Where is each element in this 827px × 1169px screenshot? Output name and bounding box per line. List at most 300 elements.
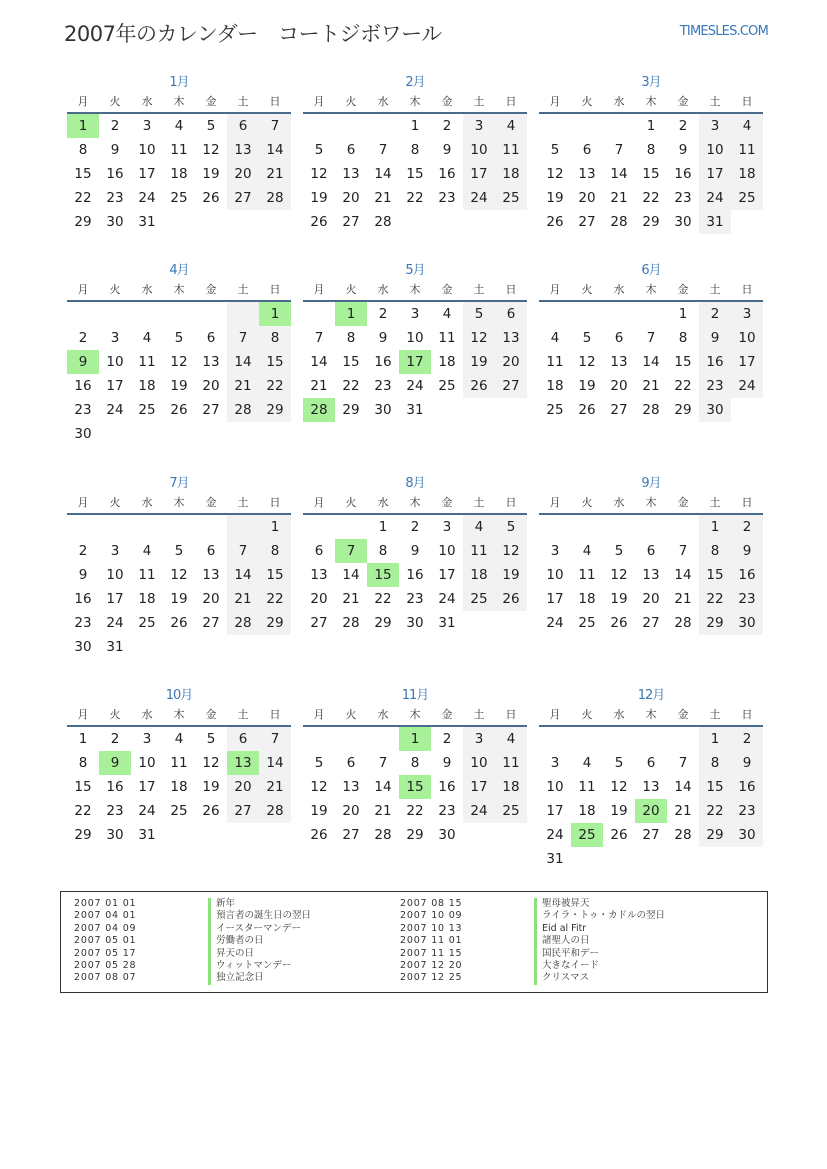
day-cell[interactable]: 7 [378,755,388,771]
day-cell[interactable]: 26 [495,587,527,611]
day-cell[interactable]: 23 [406,591,424,607]
day-cell[interactable]: 18 [731,162,763,186]
day-cell[interactable]: 19 [310,190,328,206]
day-cell[interactable]: 27 [495,374,527,398]
day-cell[interactable]: 14 [674,567,692,583]
day-cell[interactable]: 24 [731,374,763,398]
day-cell[interactable]: 26 [310,827,328,843]
day-cell[interactable]: 23 [699,374,731,398]
day-cell[interactable]: 29 [374,615,392,631]
day-cell[interactable]: 18 [170,166,188,182]
day-cell[interactable]: 1 [699,515,731,539]
day-cell[interactable]: 19 [310,803,328,819]
day-cell[interactable]: 31 [138,214,156,230]
day-cell[interactable]: 30 [731,611,763,635]
day-cell[interactable]: 4 [495,114,527,138]
day-cell[interactable]: 9 [442,142,452,158]
day-cell[interactable]: 6 [495,302,527,326]
day-cell[interactable]: 8 [78,142,88,158]
day-cell[interactable]: 1 [335,302,367,326]
day-cell[interactable]: 17 [546,591,564,607]
day-cell[interactable]: 4 [142,543,152,559]
day-cell[interactable]: 23 [374,378,392,394]
day-cell[interactable]: 31 [699,210,731,234]
day-cell[interactable]: 25 [438,378,456,394]
day-cell[interactable]: 6 [646,543,656,559]
day-cell[interactable]: 16 [438,779,456,795]
day-cell[interactable]: 22 [374,591,392,607]
day-cell[interactable]: 31 [406,402,424,418]
day-cell[interactable]: 26 [170,402,188,418]
day-cell[interactable]: 4 [174,731,184,747]
day-cell[interactable]: 1 [67,114,99,138]
day-cell[interactable]: 1 [399,727,431,751]
day-cell[interactable]: 28 [642,402,660,418]
day-cell[interactable]: 8 [646,142,656,158]
day-cell[interactable]: 3 [110,330,120,346]
day-cell[interactable]: 5 [314,142,324,158]
day-cell[interactable]: 8 [699,751,731,775]
day-cell[interactable]: 25 [170,190,188,206]
day-cell[interactable]: 3 [550,755,560,771]
day-cell[interactable]: 31 [438,615,456,631]
day-cell[interactable]: 19 [202,779,220,795]
day-cell[interactable]: 4 [463,515,495,539]
day-cell[interactable]: 7 [227,539,259,563]
day-cell[interactable]: 2 [678,118,688,134]
day-cell[interactable]: 26 [610,827,628,843]
day-cell[interactable]: 5 [206,731,216,747]
day-cell[interactable]: 27 [202,402,220,418]
day-cell[interactable]: 3 [463,114,495,138]
day-cell[interactable]: 30 [374,402,392,418]
day-cell[interactable]: 12 [546,166,564,182]
day-cell[interactable]: 28 [227,611,259,635]
day-cell[interactable]: 17 [138,166,156,182]
day-cell[interactable]: 8 [678,330,688,346]
day-cell[interactable]: 7 [614,142,624,158]
day-cell[interactable]: 25 [495,799,527,823]
day-cell[interactable]: 27 [227,186,259,210]
day-cell[interactable]: 18 [495,162,527,186]
day-cell[interactable]: 30 [438,827,456,843]
day-cell[interactable]: 21 [342,591,360,607]
day-cell[interactable]: 15 [259,563,291,587]
day-cell[interactable]: 5 [463,302,495,326]
day-cell[interactable]: 1 [646,118,656,134]
day-cell[interactable]: 17 [106,378,124,394]
day-cell[interactable]: 29 [342,402,360,418]
day-cell[interactable]: 14 [374,166,392,182]
day-cell[interactable]: 1 [259,515,291,539]
day-cell[interactable]: 30 [699,398,731,422]
day-cell[interactable]: 11 [731,138,763,162]
day-cell[interactable]: 20 [227,162,259,186]
day-cell[interactable]: 19 [463,350,495,374]
day-cell[interactable]: 21 [227,374,259,398]
day-cell[interactable]: 24 [546,615,564,631]
day-cell[interactable]: 11 [495,751,527,775]
day-cell[interactable]: 26 [170,615,188,631]
day-cell[interactable]: 26 [202,190,220,206]
day-cell[interactable]: 9 [731,539,763,563]
day-cell[interactable]: 16 [74,378,92,394]
day-cell[interactable]: 13 [578,166,596,182]
day-cell[interactable]: 9 [410,543,420,559]
day-cell[interactable]: 12 [610,779,628,795]
day-cell[interactable]: 30 [74,426,92,442]
day-cell[interactable]: 25 [138,402,156,418]
day-cell[interactable]: 15 [642,166,660,182]
day-cell[interactable]: 24 [138,803,156,819]
day-cell[interactable]: 28 [259,799,291,823]
day-cell[interactable]: 25 [170,803,188,819]
day-cell[interactable]: 8 [259,539,291,563]
day-cell[interactable]: 24 [106,615,124,631]
day-cell[interactable]: 12 [463,326,495,350]
day-cell[interactable]: 15 [74,779,92,795]
day-cell[interactable]: 31 [138,827,156,843]
day-cell[interactable]: 5 [582,330,592,346]
day-cell[interactable]: 7 [678,755,688,771]
day-cell[interactable]: 1 [699,727,731,751]
day-cell[interactable]: 16 [674,166,692,182]
day-cell[interactable]: 10 [406,330,424,346]
day-cell[interactable]: 8 [410,142,420,158]
day-cell[interactable]: 9 [99,751,131,775]
day-cell[interactable]: 14 [259,138,291,162]
day-cell[interactable]: 30 [674,214,692,230]
day-cell[interactable]: 26 [202,803,220,819]
day-cell[interactable]: 23 [731,799,763,823]
day-cell[interactable]: 16 [731,563,763,587]
day-cell[interactable]: 16 [731,775,763,799]
day-cell[interactable]: 6 [346,755,356,771]
day-cell[interactable]: 26 [310,214,328,230]
day-cell[interactable]: 20 [342,190,360,206]
day-cell[interactable]: 19 [578,378,596,394]
day-cell[interactable]: 17 [106,591,124,607]
day-cell[interactable]: 20 [202,378,220,394]
day-cell[interactable]: 10 [463,751,495,775]
day-cell[interactable]: 12 [310,779,328,795]
day-cell[interactable]: 11 [170,755,188,771]
day-cell[interactable]: 10 [106,354,124,370]
day-cell[interactable]: 8 [259,326,291,350]
day-cell[interactable]: 5 [174,543,184,559]
day-cell[interactable]: 21 [259,162,291,186]
day-cell[interactable]: 29 [74,214,92,230]
day-cell[interactable]: 20 [202,591,220,607]
day-cell[interactable]: 10 [463,138,495,162]
day-cell[interactable]: 2 [731,727,763,751]
day-cell[interactable]: 2 [78,330,88,346]
day-cell[interactable]: 28 [674,615,692,631]
day-cell[interactable]: 17 [699,162,731,186]
day-cell[interactable]: 18 [438,354,456,370]
day-cell[interactable]: 12 [170,567,188,583]
day-cell[interactable]: 11 [463,539,495,563]
day-cell[interactable]: 9 [110,142,120,158]
day-cell[interactable]: 13 [227,138,259,162]
day-cell[interactable]: 10 [106,567,124,583]
day-cell[interactable]: 10 [138,755,156,771]
day-cell[interactable]: 9 [678,142,688,158]
day-cell[interactable]: 30 [74,639,92,655]
day-cell[interactable]: 15 [367,563,399,587]
day-cell[interactable]: 16 [74,591,92,607]
day-cell[interactable]: 26 [463,374,495,398]
day-cell[interactable]: 19 [546,190,564,206]
day-cell[interactable]: 22 [259,374,291,398]
day-cell[interactable]: 22 [699,799,731,823]
day-cell[interactable]: 4 [550,330,560,346]
day-cell[interactable]: 11 [438,330,456,346]
day-cell[interactable]: 27 [310,615,328,631]
day-cell[interactable]: 22 [74,190,92,206]
day-cell[interactable]: 22 [259,587,291,611]
day-cell[interactable]: 9 [731,751,763,775]
day-cell[interactable]: 17 [546,803,564,819]
day-cell[interactable]: 30 [406,615,424,631]
day-cell[interactable]: 22 [406,190,424,206]
day-cell[interactable]: 20 [342,803,360,819]
day-cell[interactable]: 12 [170,354,188,370]
day-cell[interactable]: 20 [227,775,259,799]
day-cell[interactable]: 24 [138,190,156,206]
day-cell[interactable]: 21 [642,378,660,394]
day-cell[interactable]: 13 [227,751,259,775]
day-cell[interactable]: 8 [78,755,88,771]
day-cell[interactable]: 18 [495,775,527,799]
day-cell[interactable]: 21 [374,803,392,819]
day-cell[interactable]: 1 [78,731,88,747]
day-cell[interactable]: 14 [227,563,259,587]
day-cell[interactable]: 5 [614,755,624,771]
day-cell[interactable]: 1 [259,302,291,326]
day-cell[interactable]: 24 [546,827,564,843]
day-cell[interactable]: 3 [442,519,452,535]
day-cell[interactable]: 16 [106,166,124,182]
day-cell[interactable]: 3 [550,543,560,559]
day-cell[interactable]: 2 [78,543,88,559]
day-cell[interactable]: 1 [410,118,420,134]
day-cell[interactable]: 24 [463,186,495,210]
day-cell[interactable]: 21 [310,378,328,394]
day-cell[interactable]: 25 [571,823,603,847]
day-cell[interactable]: 11 [578,567,596,583]
day-cell[interactable]: 13 [610,354,628,370]
day-cell[interactable]: 11 [546,354,564,370]
day-cell[interactable]: 3 [142,118,152,134]
day-cell[interactable]: 19 [170,378,188,394]
day-cell[interactable]: 10 [731,326,763,350]
day-cell[interactable]: 21 [674,803,692,819]
day-cell[interactable]: 29 [74,827,92,843]
day-cell[interactable]: 26 [578,402,596,418]
day-cell[interactable]: 11 [170,142,188,158]
day-cell[interactable]: 27 [227,799,259,823]
day-cell[interactable]: 3 [699,114,731,138]
day-cell[interactable]: 13 [342,779,360,795]
day-cell[interactable]: 23 [674,190,692,206]
day-cell[interactable]: 2 [699,302,731,326]
day-cell[interactable]: 1 [678,306,688,322]
day-cell[interactable]: 12 [578,354,596,370]
day-cell[interactable]: 27 [578,214,596,230]
day-cell[interactable]: 7 [259,727,291,751]
day-cell[interactable]: 30 [106,214,124,230]
day-cell[interactable]: 23 [438,803,456,819]
day-cell[interactable]: 20 [578,190,596,206]
day-cell[interactable]: 20 [642,591,660,607]
day-cell[interactable]: 14 [610,166,628,182]
day-cell[interactable]: 19 [202,166,220,182]
day-cell[interactable]: 29 [674,402,692,418]
day-cell[interactable]: 31 [546,851,564,867]
day-cell[interactable]: 5 [206,118,216,134]
day-cell[interactable]: 28 [342,615,360,631]
day-cell[interactable]: 22 [699,587,731,611]
day-cell[interactable]: 17 [399,350,431,374]
day-cell[interactable]: 17 [731,350,763,374]
day-cell[interactable]: 3 [731,302,763,326]
day-cell[interactable]: 17 [138,779,156,795]
day-cell[interactable]: 19 [610,803,628,819]
day-cell[interactable]: 22 [642,190,660,206]
day-cell[interactable]: 15 [342,354,360,370]
day-cell[interactable]: 28 [259,186,291,210]
day-cell[interactable]: 15 [259,350,291,374]
day-cell[interactable]: 19 [170,591,188,607]
day-cell[interactable]: 2 [410,519,420,535]
day-cell[interactable]: 27 [202,615,220,631]
day-cell[interactable]: 29 [259,611,291,635]
day-cell[interactable]: 3 [463,727,495,751]
day-cell[interactable]: 27 [342,827,360,843]
day-cell[interactable]: 24 [106,402,124,418]
day-cell[interactable]: 16 [438,166,456,182]
day-cell[interactable]: 20 [310,591,328,607]
day-cell[interactable]: 25 [546,402,564,418]
day-cell[interactable]: 8 [410,755,420,771]
day-cell[interactable]: 18 [170,779,188,795]
day-cell[interactable]: 24 [438,591,456,607]
day-cell[interactable]: 8 [699,539,731,563]
day-cell[interactable]: 9 [442,755,452,771]
day-cell[interactable]: 23 [438,190,456,206]
day-cell[interactable]: 21 [227,587,259,611]
day-cell[interactable]: 21 [610,190,628,206]
day-cell[interactable]: 24 [699,186,731,210]
day-cell[interactable]: 9 [378,330,388,346]
day-cell[interactable]: 28 [674,827,692,843]
day-cell[interactable]: 30 [106,827,124,843]
day-cell[interactable]: 18 [578,803,596,819]
day-cell[interactable]: 5 [314,755,324,771]
day-cell[interactable]: 2 [110,118,120,134]
day-cell[interactable]: 12 [202,142,220,158]
day-cell[interactable]: 20 [635,799,667,823]
day-cell[interactable]: 23 [106,803,124,819]
day-cell[interactable]: 28 [227,398,259,422]
day-cell[interactable]: 13 [642,567,660,583]
day-cell[interactable]: 18 [463,563,495,587]
day-cell[interactable]: 14 [259,751,291,775]
day-cell[interactable]: 24 [406,378,424,394]
day-cell[interactable]: 6 [227,727,259,751]
day-cell[interactable]: 24 [463,799,495,823]
day-cell[interactable]: 21 [374,190,392,206]
day-cell[interactable]: 4 [582,543,592,559]
day-cell[interactable]: 14 [227,350,259,374]
day-cell[interactable]: 2 [442,731,452,747]
day-cell[interactable]: 6 [206,330,216,346]
day-cell[interactable]: 8 [346,330,356,346]
day-cell[interactable]: 27 [642,615,660,631]
day-cell[interactable]: 29 [259,398,291,422]
day-cell[interactable]: 3 [142,731,152,747]
day-cell[interactable]: 18 [546,378,564,394]
day-cell[interactable]: 8 [378,543,388,559]
day-cell[interactable]: 7 [314,330,324,346]
day-cell[interactable]: 14 [674,779,692,795]
day-cell[interactable]: 29 [699,823,731,847]
day-cell[interactable]: 6 [646,755,656,771]
day-cell[interactable]: 26 [546,214,564,230]
day-cell[interactable]: 4 [174,118,184,134]
day-cell[interactable]: 4 [582,755,592,771]
day-cell[interactable]: 16 [699,350,731,374]
day-cell[interactable]: 10 [138,142,156,158]
day-cell[interactable]: 2 [731,515,763,539]
day-cell[interactable]: 25 [578,615,596,631]
day-cell[interactable]: 26 [610,615,628,631]
day-cell[interactable]: 21 [259,775,291,799]
day-cell[interactable]: 6 [314,543,324,559]
day-cell[interactable]: 15 [74,166,92,182]
day-cell[interactable]: 6 [614,330,624,346]
day-cell[interactable]: 13 [202,354,220,370]
day-cell[interactable]: 5 [614,543,624,559]
day-cell[interactable]: 9 [67,350,99,374]
day-cell[interactable]: 5 [550,142,560,158]
day-cell[interactable]: 13 [495,326,527,350]
day-cell[interactable]: 14 [342,567,360,583]
day-cell[interactable]: 9 [699,326,731,350]
day-cell[interactable]: 11 [495,138,527,162]
day-cell[interactable]: 3 [110,543,120,559]
day-cell[interactable]: 18 [138,378,156,394]
day-cell[interactable]: 13 [202,567,220,583]
day-cell[interactable]: 20 [495,350,527,374]
day-cell[interactable]: 15 [674,354,692,370]
day-cell[interactable]: 28 [303,398,335,422]
day-cell[interactable]: 25 [731,186,763,210]
day-cell[interactable]: 12 [310,166,328,182]
day-cell[interactable]: 14 [310,354,328,370]
day-cell[interactable]: 17 [438,567,456,583]
day-cell[interactable]: 27 [342,214,360,230]
day-cell[interactable]: 6 [582,142,592,158]
day-cell[interactable]: 27 [642,827,660,843]
day-cell[interactable]: 22 [342,378,360,394]
day-cell[interactable]: 28 [374,214,392,230]
day-cell[interactable]: 4 [731,114,763,138]
day-cell[interactable]: 15 [406,166,424,182]
day-cell[interactable]: 28 [610,214,628,230]
day-cell[interactable]: 15 [699,775,731,799]
